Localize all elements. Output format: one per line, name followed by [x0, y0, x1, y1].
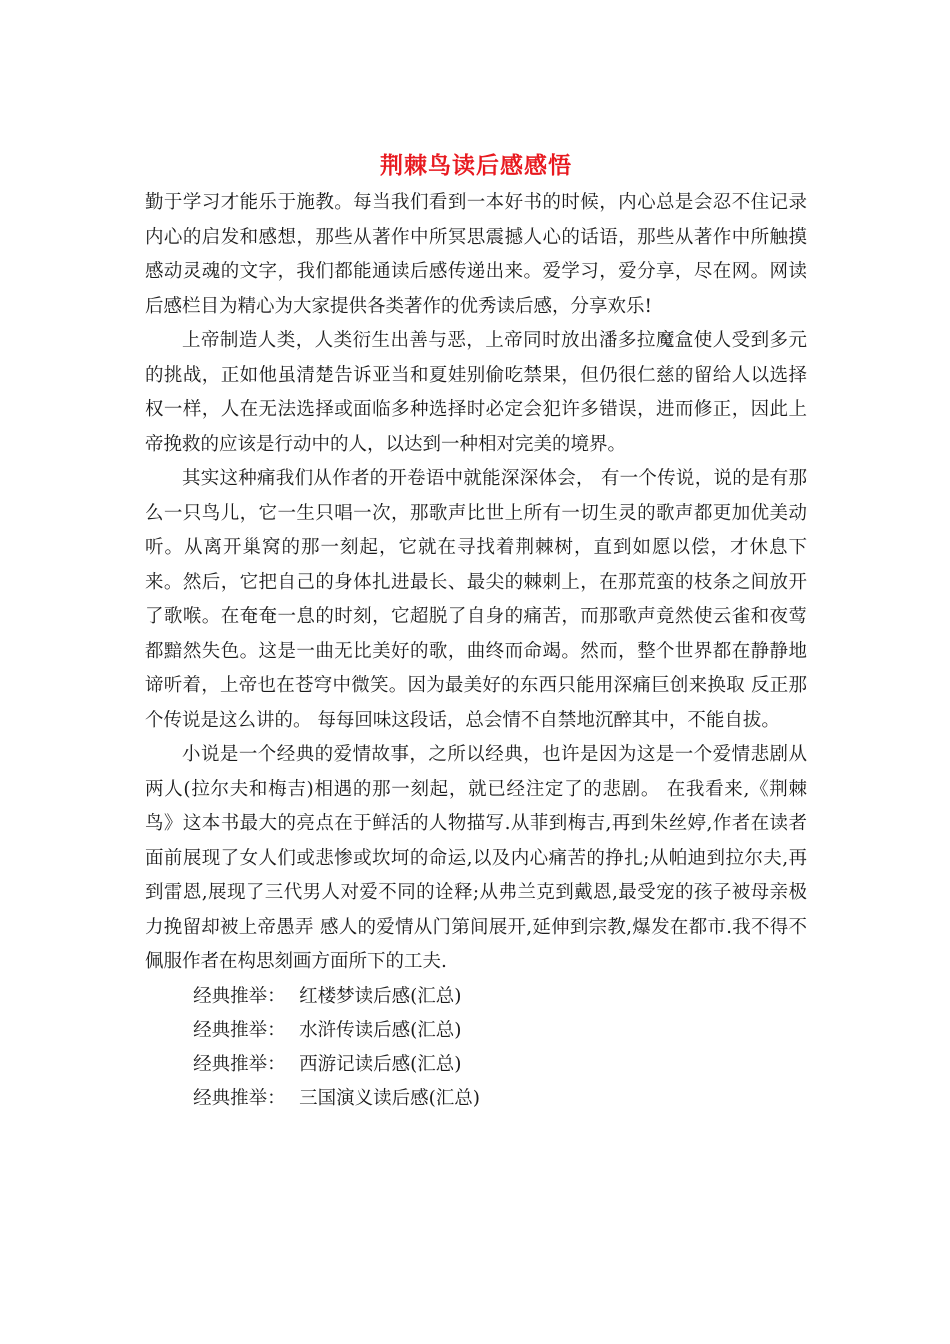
- recommendation-item[interactable]: [145, 1048, 807, 1082]
- recommendation-label: 经典推举：: [193, 1053, 286, 1075]
- recommendation-label: 经典推举：: [193, 985, 286, 1007]
- recommendation-item[interactable]: [145, 980, 807, 1014]
- intro-paragraph: 勤于学习才能乐于施教。每当我们看到一本好书的时候，内心总是会忍不住记录内心的启发和感想，那些从著作中所冥思震撼人心的话语，那些从著作中所触摸感动灵魂的文字，我们都能通读后感传递出来。爱学习，爱分享，尽在网。网读后感栏目为精心为大家提供各类著作的优秀读后感，分享欢乐!: [145, 192, 807, 317]
- recommendation-item[interactable]: [145, 1014, 807, 1048]
- body-paragraph-2: 其实这种痛我们从作者的开卷语中就能深深体会， 有一个传说，说的是有那么一只鸟儿，它一生只唱一次，那歌声比世上所有一切生灵的歌声都更加优美动听。从离开巢窝的那一刻起，它就在寻找着荆棘树，直到如愿以偿，才休息下来。然后，它把自己的身体扎进最长、最尖的棘刺上，在那荒蛮的枝条之间放开了歌喉。在奄奄一息的时刻，它超脱了自身的痛苦，而那歌声竟然使云雀和夜莺都黯然失色。这是一曲无比美好的歌，曲终而命竭。然而，整个世界都在静静地谛听着，上帝也在苍穹中微笑。因为最美好的东西只能用深痛巨创来换取 反正那个传说是这么讲的。 每每回味这段话，总会情不自禁地沉醉其中，不能自拔。: [145, 468, 807, 731]
- recommendation-list: [145, 980, 807, 1116]
- recommendation-link[interactable]: 水浒传读后感(汇总): [299, 1019, 462, 1041]
- document-content: [145, 150, 807, 1116]
- body-paragraph-3: 小说是一个经典的爱情故事，之所以经典，也许是因为这是一个爱情悲剧从两人(拉尔夫和梅吉)相遇的那一刻起，就已经注定了的悲剧。 在我看来,《荆棘鸟》这本书最大的亮点在于鲜活的人物描写.从菲到梅吉,再到朱丝婷,作者在读者面前展现了女人们或悲惨或坎坷的命运,以及内心痛苦的挣扎;从帕迪到拉尔夫,再到雷恩,展现了三代男人对爱不同的诠释;从弗兰克到戴恩,最受宠的孩子被母亲极力挽留却被上帝愚弄 感人的爱情从门第间展开,延伸到宗教,爆发在都市.我不得不佩服作者在构思刻画方面所下的工夫.: [145, 744, 807, 972]
- recommendation-label: 经典推举：: [193, 1019, 286, 1041]
- recommendation-link[interactable]: 三国演义读后感(汇总): [299, 1087, 481, 1109]
- recommendation-link[interactable]: 红楼梦读后感(汇总): [299, 985, 462, 1007]
- body-paragraph-1: 上帝制造人类，人类衍生出善与恶，上帝同时放出潘多拉魔盒使人受到多元的挑战，正如他虽清楚告诉亚当和夏娃别偷吃禁果，但仍很仁慈的留给人以选择权一样，人在无法选择或面临多种选择时必定会犯许多错误，进而修正，因此上帝挽救的应该是行动中的人，以达到一种相对完美的境界。: [145, 330, 807, 455]
- recommendation-item[interactable]: [145, 1082, 807, 1116]
- recommendation-link[interactable]: 西游记读后感(汇总): [299, 1053, 462, 1075]
- recommendation-label: 经典推举：: [193, 1087, 286, 1109]
- document-title: 荆棘鸟读后感感悟: [380, 152, 572, 179]
